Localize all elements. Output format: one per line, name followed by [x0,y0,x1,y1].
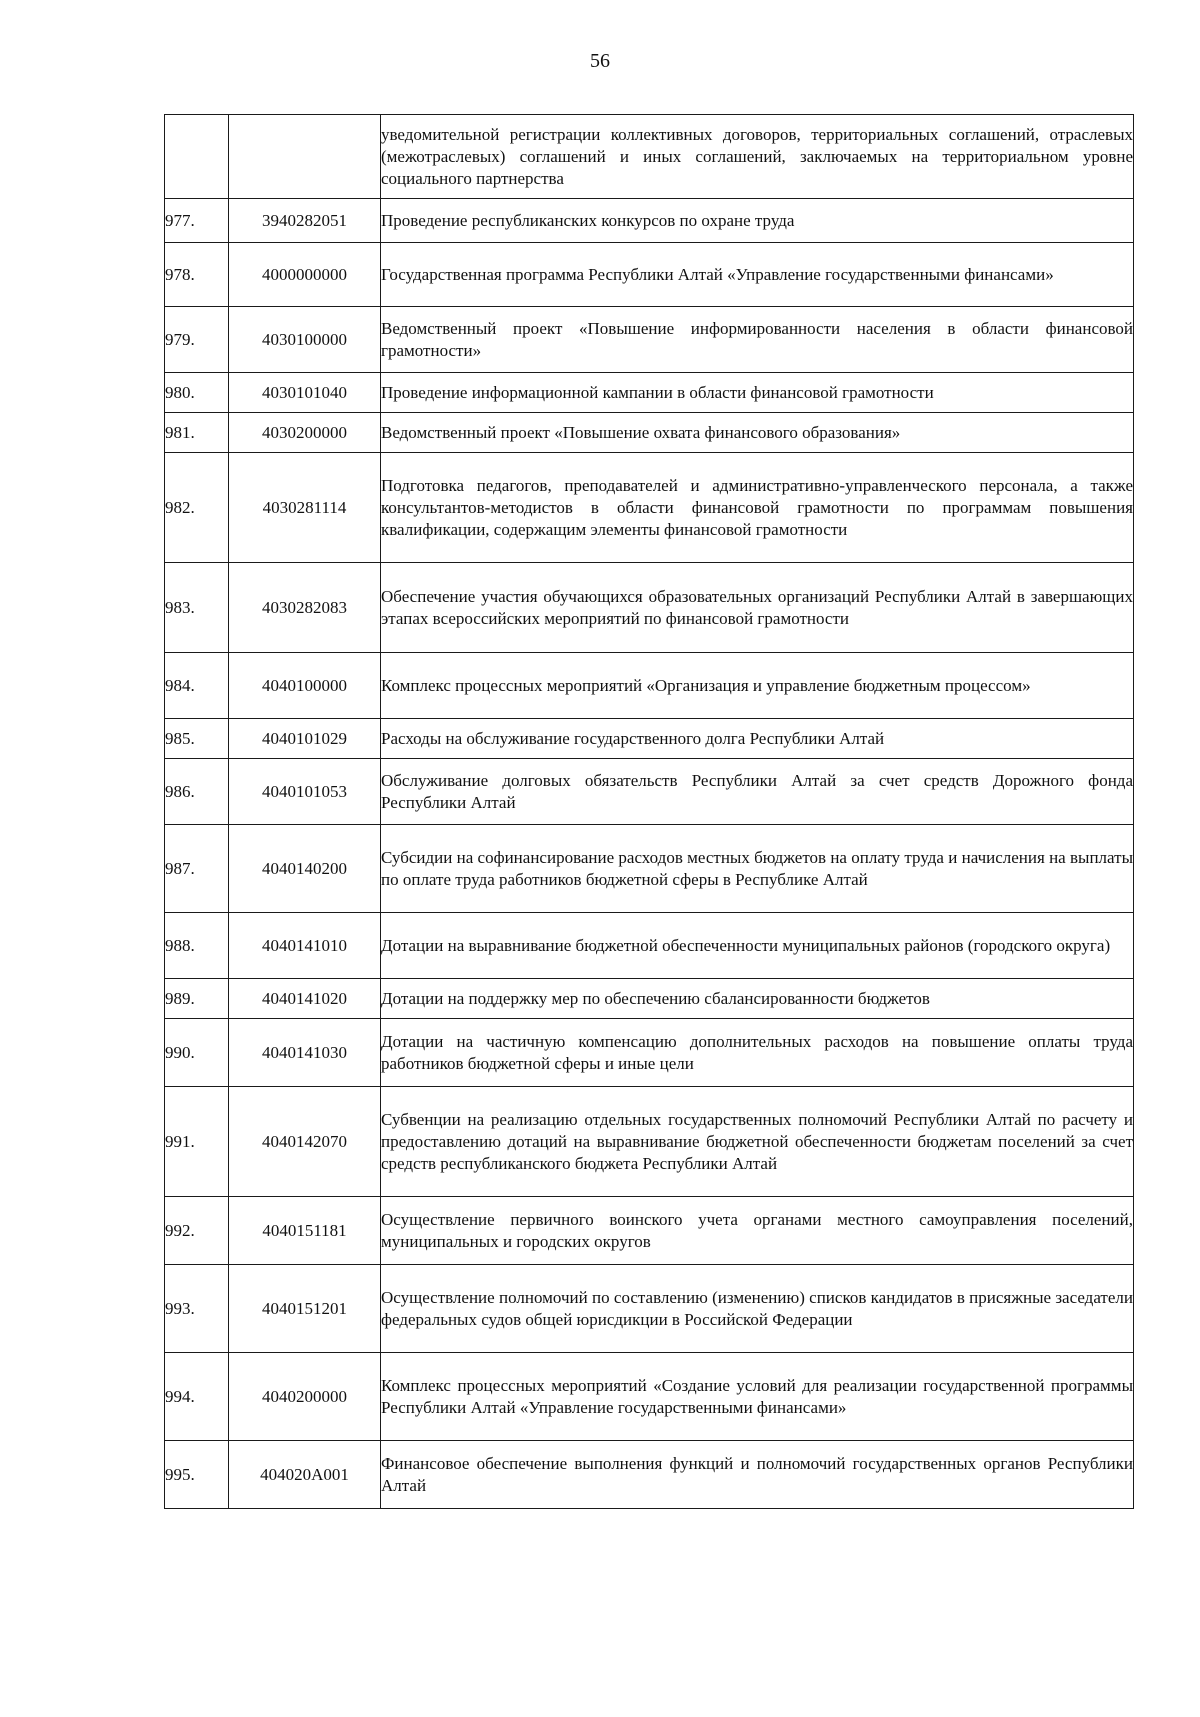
row-number: 992. [165,1197,229,1265]
row-number: 980. [165,373,229,413]
row-number: 983. [165,563,229,653]
row-description: Субвенции на реализацию отдельных государственных полномочий Республики Алтай по расчету и предоставлению дотаций на выравнивание бюджетной обеспеченности бюджетам поселений за счет средств республиканского бюджета Республики Алтай [381,1087,1134,1197]
row-number [165,115,229,199]
table-row [165,913,1134,979]
row-description: Комплекс процессных мероприятий «Создание условий для реализации государственной программы Республики Алтай «Управление государственными финансами» [381,1353,1134,1441]
row-code: 404020А001 [229,1441,381,1509]
row-number: 981. [165,413,229,453]
table-row [165,1019,1134,1087]
row-number: 995. [165,1441,229,1509]
row-number: 993. [165,1265,229,1353]
budget-code-table [164,114,1134,1509]
row-number: 990. [165,1019,229,1087]
row-code: 4030200000 [229,413,381,453]
row-code: 4040151181 [229,1197,381,1265]
row-code: 4040142070 [229,1087,381,1197]
row-description: Проведение информационной кампании в области финансовой грамотности [381,373,1134,413]
row-description: Дотации на частичную компенсацию дополнительных расходов на повышение оплаты труда работников бюджетной сферы и иные цели [381,1019,1134,1087]
table-row [165,307,1134,373]
row-code: 4040101029 [229,719,381,759]
row-code: 4040140200 [229,825,381,913]
row-number: 978. [165,243,229,307]
row-code: 4000000000 [229,243,381,307]
table-row [165,1441,1134,1509]
row-code: 4030100000 [229,307,381,373]
row-code: 4040101053 [229,759,381,825]
row-description: Проведение республиканских конкурсов по охране труда [381,199,1134,243]
row-code: 4030101040 [229,373,381,413]
row-number: 979. [165,307,229,373]
row-number: 988. [165,913,229,979]
row-description: Субсидии на софинансирование расходов местных бюджетов на оплату труда и начисления на выплаты по оплате труда работников бюджетной сферы в Республике Алтай [381,825,1134,913]
row-description: Обеспечение участия обучающихся образовательных организаций Республики Алтай в завершающих этапах всероссийских мероприятий по финансовой грамотности [381,563,1134,653]
row-code: 4030281114 [229,453,381,563]
row-number: 986. [165,759,229,825]
row-description: Подготовка педагогов, преподавателей и административно-управленческого персонала, а также консультантов-методистов в области финансовой грамотности по программам повышения квалификации, содержащим элементы финансовой грамотности [381,453,1134,563]
row-description: Ведомственный проект «Повышение охвата финансового образования» [381,413,1134,453]
row-number: 994. [165,1353,229,1441]
row-description: уведомительной регистрации коллективных договоров, территориальных соглашений, отраслевых (межотраслевых) соглашений и иных соглашений, заключаемых на территориальном уровне социального партнерства [381,115,1134,199]
table-row [165,243,1134,307]
row-code: 4040141020 [229,979,381,1019]
table-row [165,1353,1134,1441]
row-description: Осуществление полномочий по составлению (изменению) списков кандидатов в присяжные заседатели федеральных судов общей юрисдикции в Российской Федерации [381,1265,1134,1353]
row-number: 989. [165,979,229,1019]
row-description: Дотации на выравнивание бюджетной обеспеченности муниципальных районов (городского округа) [381,913,1134,979]
row-number: 991. [165,1087,229,1197]
row-number: 982. [165,453,229,563]
table-row [165,1087,1134,1197]
table-row [165,979,1134,1019]
row-number: 977. [165,199,229,243]
table-row [165,653,1134,719]
row-code: 4040200000 [229,1353,381,1441]
table-row [165,719,1134,759]
row-number: 984. [165,653,229,719]
table-row [165,1197,1134,1265]
row-number: 985. [165,719,229,759]
row-description: Финансовое обеспечение выполнения функций и полномочий государственных органов Республики Алтай [381,1441,1134,1509]
row-description: Ведомственный проект «Повышение информированности населения в области финансовой грамотности» [381,307,1134,373]
row-description: Расходы на обслуживание государственного долга Республики Алтай [381,719,1134,759]
page-number: 56 [590,50,610,72]
row-code: 3940282051 [229,199,381,243]
table-row [165,563,1134,653]
row-code: 4040100000 [229,653,381,719]
row-code [229,115,381,199]
row-code: 4040151201 [229,1265,381,1353]
row-description: Государственная программа Республики Алтай «Управление государственными финансами» [381,243,1134,307]
table-row [165,199,1134,243]
table-row [165,413,1134,453]
row-description: Дотации на поддержку мер по обеспечению сбалансированности бюджетов [381,979,1134,1019]
row-code: 4040141010 [229,913,381,979]
row-description: Комплекс процессных мероприятий «Организация и управление бюджетным процессом» [381,653,1134,719]
row-number: 987. [165,825,229,913]
row-code: 4040141030 [229,1019,381,1087]
table-row [165,1265,1134,1353]
row-description: Осуществление первичного воинского учета органами местного самоуправления поселений, муниципальных и городских округов [381,1197,1134,1265]
row-code: 4030282083 [229,563,381,653]
table-row [165,759,1134,825]
table-row [165,115,1134,199]
table-row [165,825,1134,913]
table-row [165,373,1134,413]
table-row [165,453,1134,563]
row-description: Обслуживание долговых обязательств Республики Алтай за счет средств Дорожного фонда Республики Алтай [381,759,1134,825]
